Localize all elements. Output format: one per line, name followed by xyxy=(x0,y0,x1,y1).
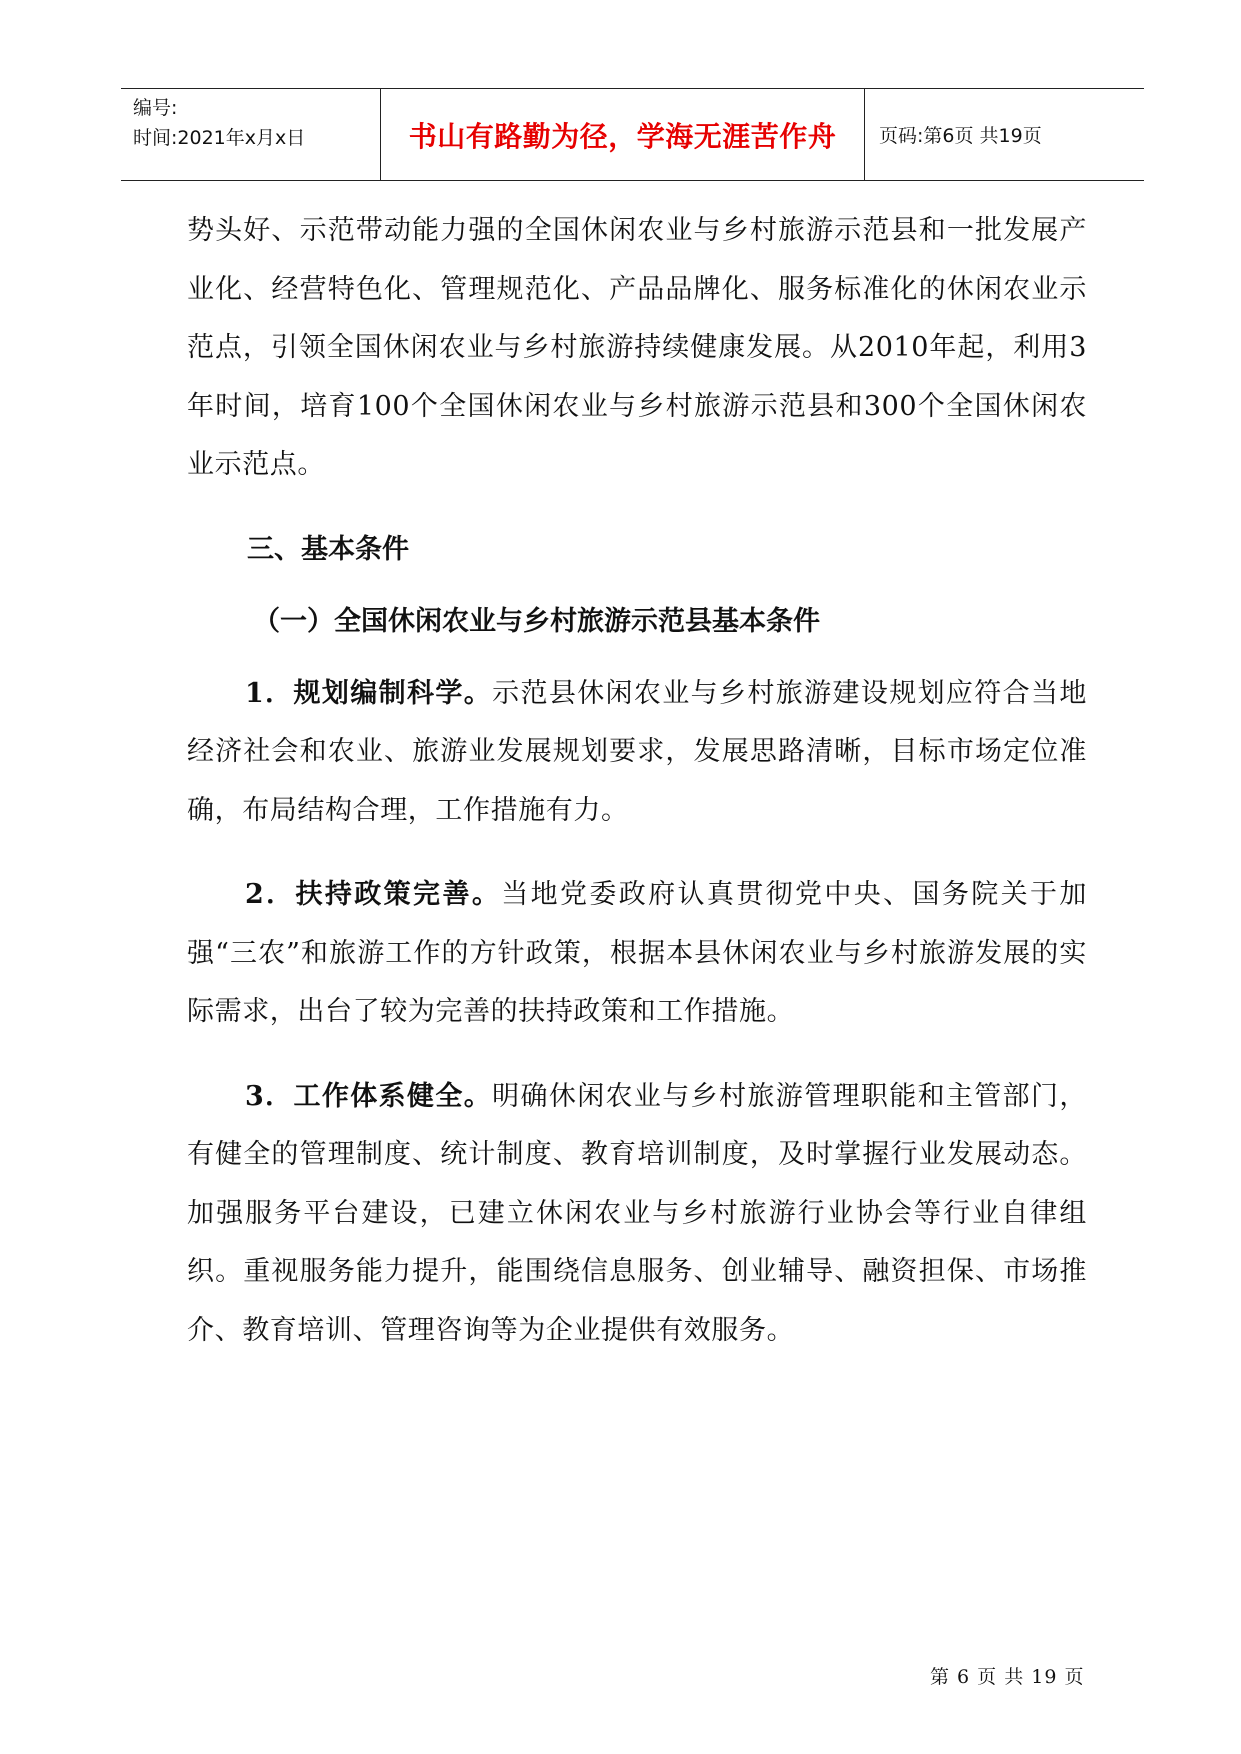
subsection-heading: （一）全国休闲农业与乡村旅游示范县基本条件 xyxy=(253,605,820,637)
document-body xyxy=(187,202,1087,1360)
item-title: 规划编制科学。 xyxy=(293,677,493,709)
document-header xyxy=(121,88,1144,181)
serial-number-label: 编号: xyxy=(133,97,178,119)
intro-paragraph: 势头好、示范带动能力强的全国休闲农业与乡村旅游示范县和一批发展产业化、经营特色化、管理规范化、产品品牌化、服务标准化的休闲农业示范点，引领全国休闲农业与乡村旅游持续健康发展。从2010年起，利用3年时间，培育100个全国休闲农业与乡村旅游示范县和300个全国休闲农业示范点。 xyxy=(187,215,1087,480)
item-number: 2． xyxy=(245,879,296,910)
date-label: 时间:2021年x月x日 xyxy=(133,127,306,149)
item-number: 3． xyxy=(245,1080,294,1112)
item-text: 示范县休闲农业与乡村旅游建设规划应符合当地经济社会和农业、旅游业发展规划要求，发展思路清晰，目标市场定位准确，布局结构合理，工作措施有力。 xyxy=(187,677,1087,826)
section-heading: 三、基本条件 xyxy=(247,533,409,565)
item-text: 当地党委政府认真贯彻党中央、国务院关于加强“三农”和旅游工作的方针政策，根据本县休闲农业与乡村旅游发展的实际需求，出台了较为完善的扶持政策和工作措施。 xyxy=(187,879,1087,1027)
header-meta-cell xyxy=(121,89,381,180)
list-item xyxy=(187,1068,1087,1361)
item-text: 明确休闲农业与乡村旅游管理职能和主管部门，有健全的管理制度、统计制度、教育培训制度，及时掌握行业发展动态。加强服务平台建设，已建立休闲农业与乡村旅游行业协会等行业自律组织。重视服务能力提升，能围绕信息服务、创业辅导、融资担保、市场推介、教育培训、管理咨询等为企业提供有效服务。 xyxy=(187,1080,1087,1346)
item-title: 工作体系健全。 xyxy=(293,1080,493,1112)
header-motto-cell xyxy=(381,89,865,180)
list-item xyxy=(187,866,1087,1042)
page-footer: 第 6 页 共 19 页 xyxy=(930,1666,1085,1688)
item-title: 扶持政策完善。 xyxy=(295,879,502,910)
list-item xyxy=(187,665,1087,841)
header-page-cell xyxy=(865,89,1144,180)
motto-text: 书山有路勤为径，学海无涯苦作舟 xyxy=(408,119,837,153)
item-number: 1． xyxy=(245,677,294,709)
page-number-label: 页码:第6页 共19页 xyxy=(879,125,1042,147)
